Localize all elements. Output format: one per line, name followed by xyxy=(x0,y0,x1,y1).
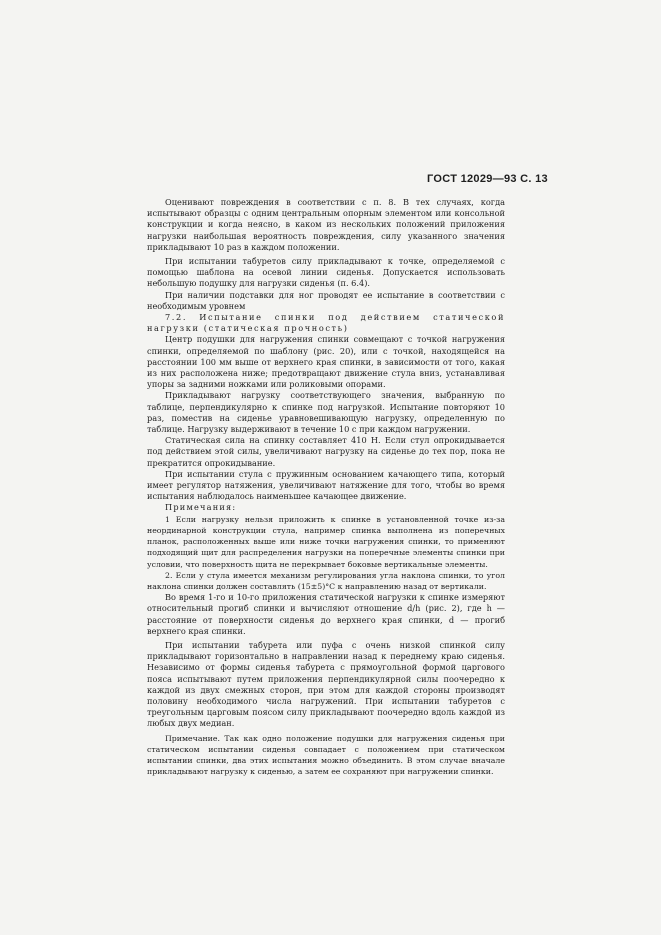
page-header: ГОСТ 12029—93 С. 13 xyxy=(427,173,548,185)
paragraph: При испытании стула с пружинным основанием качающего типа, который имеет регулятор натяжения, увеличивают натяжение для того, чтобы во время испытания наблюдалось наименьшее качающее движение. xyxy=(147,468,505,502)
paragraph: Статическая сила на спинку составляет 410 Н. Если стул опрокидывается под действием этой силы, увеличивают нагрузку на сиденье до тех пор, пока не прекратится опрокидывание. xyxy=(147,435,505,468)
paragraph: При испытании табуретов силу прикладывают к точке, определяемой с помощью шаблона на осевой линии сиденья. Допускается использовать небольшую подушку для нагрузки сиденья (п. 6.4). xyxy=(147,256,505,289)
notes-label: Примечания: xyxy=(165,502,237,513)
note-item: 2. Если у стула имеется механизм регулирования угла наклона спинки, то угол наклона спинки должен составлять (15±5)°С к направлению назад от вертикали. xyxy=(147,570,505,591)
paragraph: Прикладывают нагрузку соответствующего значения, выбранную по таблице, перпендикулярно к спинке под нагрузкой. Испытание повторяют 10 раз, поместив на сиденье уравновешивающую нагрузку, определенную по таблице. Нагрузку выдерживают в течение 10 с при каждом нагружении. xyxy=(147,390,505,435)
paragraph: При наличии подставки для ног проводят ее испытание в соответствии с необходимым уровнем xyxy=(147,289,505,311)
paragraph: Оценивают повреждения в соответствии с п. 8. В тех случаях, когда испытывают образцы с одним центральным опорным элементом или консольной конструкции и когда неясно, в каком из нескольких положений приложения нагрузки наибольшая вероятность повреждения, силу указанного значения прикладывают 10 раз в каждом положении. xyxy=(147,197,505,252)
paragraph: При испытании табурета или пуфа с очень низкой спинкой силу прикладывают горизонтально в направлении назад к переднему краю сиденья. Независимо от формы сиденья табурета с прямоугольной формой царгового пояса испытывают путем приложения перпендикулярной силы поочередно к каждой из двух смежных сторон, при этом для каждой стороны производят половину необходимого числа нагружений. При испытании табуретов с треугольным царговым поясом силу прикладывают поочередно вдоль каждой из любых двух медиан. xyxy=(147,639,505,729)
paragraph: Во время 1-го и 10-го приложения статической нагрузки к спинке измеряют относительный прогиб спинки и вычисляют отношение d/h (рис. 2), где h — расстояние от поверхности сиденья до верхнего края спинки, d — прогиб верхнего края спинки. xyxy=(147,592,505,636)
section-heading: 7.2. Испытание спинки под действием статической нагрузки (статическая прочность) xyxy=(147,312,505,334)
page-body xyxy=(147,197,505,777)
note-item: 1 Если нагрузку нельзя приложить к спинке в установленной точке из-за неординарной конструкции стула, например спинка выполнена из поперечных планок, расположенных выше или ниже точки нагружения спинки, то применяют подходящий щит для распределения нагрузки на поперечные элементы спинки при условии, что поверхность щита не перекрывает боковые вертикальные элементы. xyxy=(147,514,505,569)
paragraph: Центр подушки для нагружения спинки совмещают с точкой нагружения спинки, определяемой по шаблону (рис. 20), или с точкой, находящейся на расстоянии 100 мм выше от верхнего края спинки, в зависимости от того, какая из них расположена ниже; предотвращают движение стула вниз, устанавливая упоры за задними ножками или роликовыми опорами. xyxy=(147,334,505,390)
note: Примечание. Так как одно положение подушки для нагружения сиденья при статическом испытании сиденья совпадает с положением при статическом испытании спинки, два этих испытания можно объединить. В этом случае вначале прикладывают нагрузку к сиденью, а затем ее сохраняют при нагружении спинки. xyxy=(147,733,505,777)
